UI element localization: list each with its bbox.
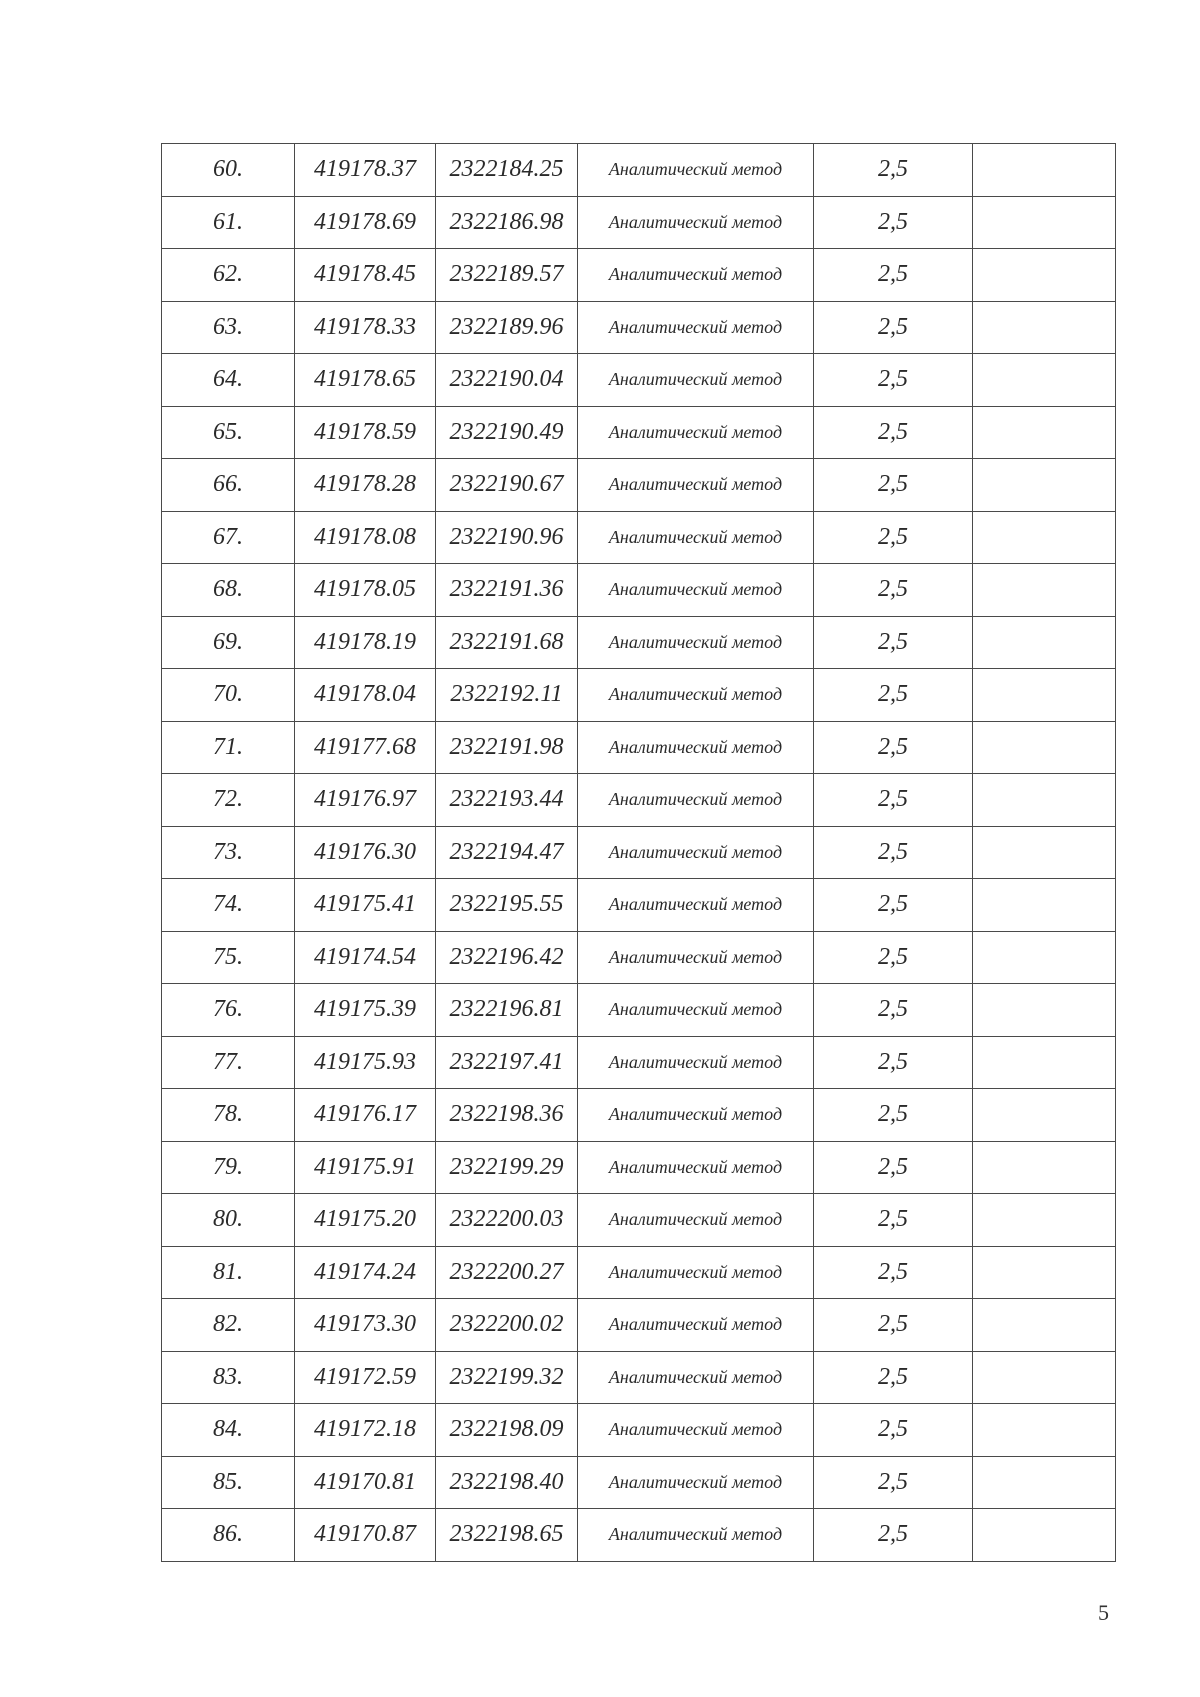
note-cell	[973, 1404, 1116, 1457]
method-cell: Аналитический метод	[578, 721, 814, 774]
method-cell: Аналитический метод	[578, 301, 814, 354]
table-row	[162, 931, 1116, 984]
x-coordinate-cell: 419175.20	[295, 1194, 436, 1247]
table-row	[162, 1404, 1116, 1457]
y-coordinate-cell: 2322198.40	[436, 1456, 578, 1509]
y-coordinate-cell: 2322191.36	[436, 564, 578, 617]
y-coordinate-cell: 2322193.44	[436, 774, 578, 827]
note-cell	[973, 1299, 1116, 1352]
x-coordinate-cell: 419178.04	[295, 669, 436, 722]
table-row	[162, 1089, 1116, 1142]
accuracy-cell: 2,5	[814, 301, 973, 354]
table-row	[162, 721, 1116, 774]
method-cell: Аналитический метод	[578, 459, 814, 512]
method-cell: Аналитический метод	[578, 1141, 814, 1194]
accuracy-cell: 2,5	[814, 459, 973, 512]
table-row	[162, 1036, 1116, 1089]
method-cell: Аналитический метод	[578, 354, 814, 407]
y-coordinate-cell: 2322198.65	[436, 1509, 578, 1562]
point-number-cell: 72.	[162, 774, 295, 827]
table-row	[162, 406, 1116, 459]
table-row	[162, 144, 1116, 197]
table-row	[162, 511, 1116, 564]
y-coordinate-cell: 2322189.96	[436, 301, 578, 354]
accuracy-cell: 2,5	[814, 774, 973, 827]
method-cell: Аналитический метод	[578, 1036, 814, 1089]
accuracy-cell: 2,5	[814, 1194, 973, 1247]
y-coordinate-cell: 2322200.27	[436, 1246, 578, 1299]
point-number-cell: 85.	[162, 1456, 295, 1509]
note-cell	[973, 931, 1116, 984]
y-coordinate-cell: 2322198.36	[436, 1089, 578, 1142]
point-number-cell: 71.	[162, 721, 295, 774]
y-coordinate-cell: 2322190.49	[436, 406, 578, 459]
table-row	[162, 984, 1116, 1037]
method-cell: Аналитический метод	[578, 984, 814, 1037]
accuracy-cell: 2,5	[814, 511, 973, 564]
x-coordinate-cell: 419175.39	[295, 984, 436, 1037]
note-cell	[973, 826, 1116, 879]
x-coordinate-cell: 419178.69	[295, 196, 436, 249]
y-coordinate-cell: 2322198.09	[436, 1404, 578, 1457]
table-row	[162, 249, 1116, 302]
table-row	[162, 774, 1116, 827]
x-coordinate-cell: 419177.68	[295, 721, 436, 774]
x-coordinate-cell: 419178.33	[295, 301, 436, 354]
y-coordinate-cell: 2322194.47	[436, 826, 578, 879]
method-cell: Аналитический метод	[578, 406, 814, 459]
point-number-cell: 67.	[162, 511, 295, 564]
x-coordinate-cell: 419176.17	[295, 1089, 436, 1142]
y-coordinate-cell: 2322197.41	[436, 1036, 578, 1089]
x-coordinate-cell: 419178.37	[295, 144, 436, 197]
y-coordinate-cell: 2322196.42	[436, 931, 578, 984]
accuracy-cell: 2,5	[814, 1404, 973, 1457]
note-cell	[973, 1089, 1116, 1142]
note-cell	[973, 196, 1116, 249]
coordinates-table-body	[162, 144, 1116, 1562]
method-cell: Аналитический метод	[578, 1246, 814, 1299]
point-number-cell: 69.	[162, 616, 295, 669]
accuracy-cell: 2,5	[814, 1456, 973, 1509]
y-coordinate-cell: 2322199.32	[436, 1351, 578, 1404]
note-cell	[973, 144, 1116, 197]
x-coordinate-cell: 419178.08	[295, 511, 436, 564]
coordinates-table	[161, 143, 1116, 1562]
accuracy-cell: 2,5	[814, 669, 973, 722]
x-coordinate-cell: 419178.59	[295, 406, 436, 459]
accuracy-cell: 2,5	[814, 826, 973, 879]
accuracy-cell: 2,5	[814, 144, 973, 197]
method-cell: Аналитический метод	[578, 879, 814, 932]
table-row	[162, 826, 1116, 879]
point-number-cell: 82.	[162, 1299, 295, 1352]
note-cell	[973, 1141, 1116, 1194]
x-coordinate-cell: 419170.81	[295, 1456, 436, 1509]
note-cell	[973, 1456, 1116, 1509]
y-coordinate-cell: 2322184.25	[436, 144, 578, 197]
table-row	[162, 564, 1116, 617]
x-coordinate-cell: 419178.05	[295, 564, 436, 617]
y-coordinate-cell: 2322200.03	[436, 1194, 578, 1247]
y-coordinate-cell: 2322195.55	[436, 879, 578, 932]
x-coordinate-cell: 419175.91	[295, 1141, 436, 1194]
accuracy-cell: 2,5	[814, 984, 973, 1037]
point-number-cell: 73.	[162, 826, 295, 879]
method-cell: Аналитический метод	[578, 1089, 814, 1142]
table-row	[162, 1246, 1116, 1299]
note-cell	[973, 1351, 1116, 1404]
note-cell	[973, 721, 1116, 774]
table-row	[162, 879, 1116, 932]
method-cell: Аналитический метод	[578, 1351, 814, 1404]
accuracy-cell: 2,5	[814, 721, 973, 774]
note-cell	[973, 879, 1116, 932]
y-coordinate-cell: 2322189.57	[436, 249, 578, 302]
accuracy-cell: 2,5	[814, 1089, 973, 1142]
point-number-cell: 66.	[162, 459, 295, 512]
note-cell	[973, 459, 1116, 512]
accuracy-cell: 2,5	[814, 1036, 973, 1089]
point-number-cell: 84.	[162, 1404, 295, 1457]
note-cell	[973, 1194, 1116, 1247]
point-number-cell: 70.	[162, 669, 295, 722]
method-cell: Аналитический метод	[578, 931, 814, 984]
accuracy-cell: 2,5	[814, 1509, 973, 1562]
note-cell	[973, 669, 1116, 722]
point-number-cell: 77.	[162, 1036, 295, 1089]
y-coordinate-cell: 2322190.96	[436, 511, 578, 564]
table-row	[162, 354, 1116, 407]
point-number-cell: 74.	[162, 879, 295, 932]
accuracy-cell: 2,5	[814, 1246, 973, 1299]
accuracy-cell: 2,5	[814, 1351, 973, 1404]
method-cell: Аналитический метод	[578, 564, 814, 617]
note-cell	[973, 774, 1116, 827]
point-number-cell: 79.	[162, 1141, 295, 1194]
table-row	[162, 1509, 1116, 1562]
table-row	[162, 459, 1116, 512]
accuracy-cell: 2,5	[814, 616, 973, 669]
point-number-cell: 62.	[162, 249, 295, 302]
method-cell: Аналитический метод	[578, 669, 814, 722]
accuracy-cell: 2,5	[814, 354, 973, 407]
table-row	[162, 669, 1116, 722]
table-row	[162, 1194, 1116, 1247]
method-cell: Аналитический метод	[578, 1194, 814, 1247]
method-cell: Аналитический метод	[578, 511, 814, 564]
x-coordinate-cell: 419178.65	[295, 354, 436, 407]
note-cell	[973, 511, 1116, 564]
y-coordinate-cell: 2322190.67	[436, 459, 578, 512]
point-number-cell: 65.	[162, 406, 295, 459]
x-coordinate-cell: 419175.93	[295, 1036, 436, 1089]
method-cell: Аналитический метод	[578, 774, 814, 827]
y-coordinate-cell: 2322192.11	[436, 669, 578, 722]
x-coordinate-cell: 419178.45	[295, 249, 436, 302]
y-coordinate-cell: 2322191.68	[436, 616, 578, 669]
note-cell	[973, 1246, 1116, 1299]
method-cell: Аналитический метод	[578, 1456, 814, 1509]
accuracy-cell: 2,5	[814, 406, 973, 459]
page-number: 5	[1098, 1600, 1109, 1625]
y-coordinate-cell: 2322199.29	[436, 1141, 578, 1194]
method-cell: Аналитический метод	[578, 144, 814, 197]
x-coordinate-cell: 419175.41	[295, 879, 436, 932]
note-cell	[973, 249, 1116, 302]
note-cell	[973, 984, 1116, 1037]
point-number-cell: 63.	[162, 301, 295, 354]
accuracy-cell: 2,5	[814, 879, 973, 932]
note-cell	[973, 1509, 1116, 1562]
point-number-cell: 75.	[162, 931, 295, 984]
x-coordinate-cell: 419178.28	[295, 459, 436, 512]
table-row	[162, 1141, 1116, 1194]
x-coordinate-cell: 419174.54	[295, 931, 436, 984]
y-coordinate-cell: 2322196.81	[436, 984, 578, 1037]
note-cell	[973, 616, 1116, 669]
method-cell: Аналитический метод	[578, 1404, 814, 1457]
y-coordinate-cell: 2322191.98	[436, 721, 578, 774]
method-cell: Аналитический метод	[578, 826, 814, 879]
y-coordinate-cell: 2322200.02	[436, 1299, 578, 1352]
x-coordinate-cell: 419176.97	[295, 774, 436, 827]
note-cell	[973, 564, 1116, 617]
x-coordinate-cell: 419178.19	[295, 616, 436, 669]
y-coordinate-cell: 2322186.98	[436, 196, 578, 249]
point-number-cell: 83.	[162, 1351, 295, 1404]
point-number-cell: 64.	[162, 354, 295, 407]
note-cell	[973, 301, 1116, 354]
note-cell	[973, 1036, 1116, 1089]
note-cell	[973, 354, 1116, 407]
table-row	[162, 301, 1116, 354]
x-coordinate-cell: 419173.30	[295, 1299, 436, 1352]
table-row	[162, 1351, 1116, 1404]
accuracy-cell: 2,5	[814, 564, 973, 617]
x-coordinate-cell: 419170.87	[295, 1509, 436, 1562]
point-number-cell: 86.	[162, 1509, 295, 1562]
accuracy-cell: 2,5	[814, 1299, 973, 1352]
accuracy-cell: 2,5	[814, 1141, 973, 1194]
accuracy-cell: 2,5	[814, 931, 973, 984]
point-number-cell: 68.	[162, 564, 295, 617]
x-coordinate-cell: 419174.24	[295, 1246, 436, 1299]
method-cell: Аналитический метод	[578, 1509, 814, 1562]
method-cell: Аналитический метод	[578, 1299, 814, 1352]
point-number-cell: 76.	[162, 984, 295, 1037]
table-row	[162, 1456, 1116, 1509]
point-number-cell: 80.	[162, 1194, 295, 1247]
method-cell: Аналитический метод	[578, 616, 814, 669]
table-row	[162, 616, 1116, 669]
method-cell: Аналитический метод	[578, 196, 814, 249]
point-number-cell: 60.	[162, 144, 295, 197]
accuracy-cell: 2,5	[814, 249, 973, 302]
method-cell: Аналитический метод	[578, 249, 814, 302]
note-cell	[973, 406, 1116, 459]
y-coordinate-cell: 2322190.04	[436, 354, 578, 407]
x-coordinate-cell: 419172.18	[295, 1404, 436, 1457]
point-number-cell: 61.	[162, 196, 295, 249]
x-coordinate-cell: 419172.59	[295, 1351, 436, 1404]
accuracy-cell: 2,5	[814, 196, 973, 249]
table-row	[162, 1299, 1116, 1352]
x-coordinate-cell: 419176.30	[295, 826, 436, 879]
point-number-cell: 81.	[162, 1246, 295, 1299]
table-row	[162, 196, 1116, 249]
point-number-cell: 78.	[162, 1089, 295, 1142]
